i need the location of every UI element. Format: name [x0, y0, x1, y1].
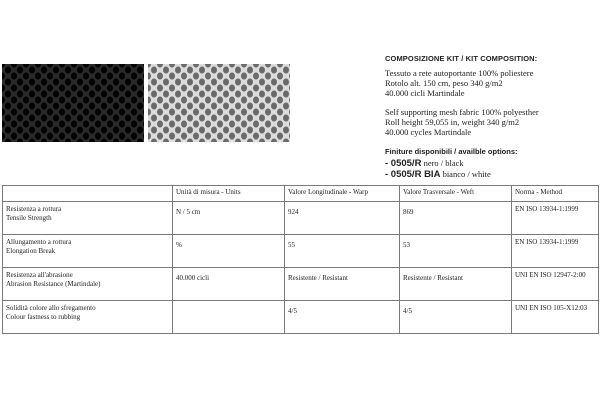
property-it: Resistenza a rottura: [6, 205, 62, 213]
property-it: Resistenza all'abrasione: [6, 271, 73, 279]
weft-cell: 4/5: [400, 301, 512, 334]
header-warp: Valore Longitudinale - Warp: [285, 186, 400, 202]
unit-cell: N / 5 cm: [173, 202, 285, 235]
finish-name: nero / black: [421, 158, 464, 168]
property-en: Tensile Strength: [6, 214, 52, 222]
property-en: Abrasion Resistance (Martindale): [6, 280, 101, 288]
composition-en-line: Self supporting mesh fabric 100% polyesther: [385, 107, 539, 117]
method-cell: EN ISO 13934-1:1999: [512, 235, 599, 268]
specs-table: [2, 185, 599, 334]
finish-name: bianco / white: [440, 169, 491, 179]
weft-cell: Resistente / Resistant: [400, 268, 512, 301]
finish-option-white: [385, 169, 597, 180]
warp-cell: Resistente / Resistant: [285, 268, 400, 301]
table-row: [3, 235, 599, 268]
table-row: [3, 268, 599, 301]
property-cell: [3, 268, 173, 301]
finish-code: - 0505/R: [385, 158, 422, 169]
composition-it-line: Tessuto a rete autoportante 100% poliestere: [385, 68, 534, 78]
finish-code: - 0505/R BIA: [385, 169, 441, 180]
method-cell: EN ISO 13934-1:1999: [512, 202, 599, 235]
composition-block: [385, 54, 597, 180]
composition-it-line: 40.000 cicli Martindale: [385, 88, 465, 98]
property-cell: [3, 235, 173, 268]
composition-it-line: Rotolo alt. 150 cm, peso 340 g/m2: [385, 78, 503, 88]
weft-cell: 869: [400, 202, 512, 235]
unit-cell: %: [173, 235, 285, 268]
composition-en-line: Roll height 59,055 in, weight 340 g/m2: [385, 117, 520, 127]
header-method: Norma - Method: [512, 186, 599, 202]
table-header-row: [3, 186, 599, 202]
method-cell: UNI EN ISO 12947-2:00: [512, 268, 599, 301]
warp-cell: 924: [285, 202, 400, 235]
property-en: Elongation Break: [6, 247, 56, 255]
method-cell: UNI EN ISO 105-X12:03: [512, 301, 599, 334]
property-it: Solidità colore allo sfregamento: [6, 304, 96, 312]
finish-option-black: [385, 158, 597, 169]
table-row: [3, 202, 599, 235]
composition-title: COMPOSIZIONE KIT / KIT COMPOSITION:: [385, 54, 538, 63]
property-cell: [3, 202, 173, 235]
table-row: [3, 301, 599, 334]
warp-cell: 55: [285, 235, 400, 268]
white-mesh-swatch: [148, 64, 290, 142]
header-unit: Unità di misura - Units: [173, 186, 285, 202]
unit-cell: [173, 301, 285, 334]
finishes-title: Finiture disponibili / availble options:: [385, 147, 518, 156]
header-weft: Valore Trasversale - Weft: [400, 186, 512, 202]
black-mesh-swatch: [2, 64, 144, 142]
property-en: Colour fastness to rubbing: [6, 313, 81, 321]
weft-cell: 53: [400, 235, 512, 268]
property-it: Allungamento a rottura: [6, 238, 72, 246]
unit-cell: 40.000 cicli: [173, 268, 285, 301]
property-cell: [3, 301, 173, 334]
warp-cell: 4/5: [285, 301, 400, 334]
header-property: [3, 186, 173, 202]
composition-en-line: 40.000 cycles Martindale: [385, 127, 472, 137]
